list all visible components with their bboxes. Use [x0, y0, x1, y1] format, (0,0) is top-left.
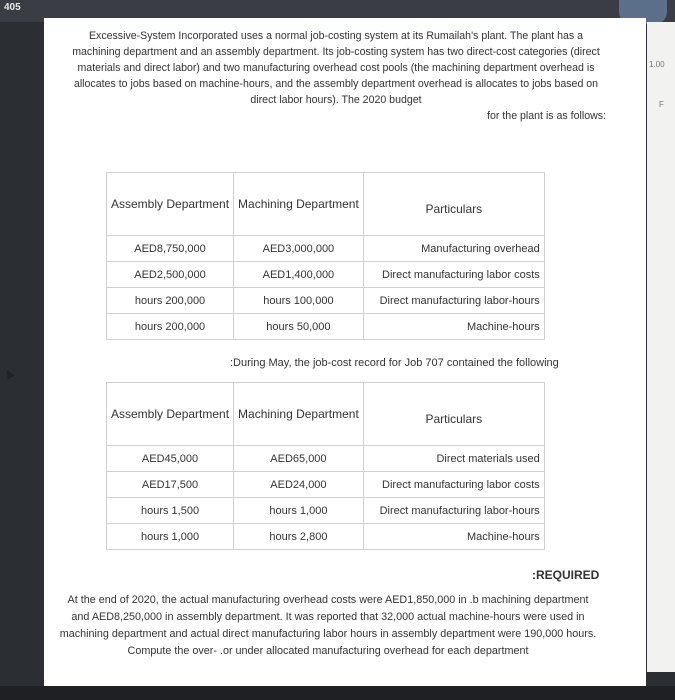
cell-particulars: Direct manufacturing labor-hours — [363, 288, 544, 314]
bottom-bar — [0, 686, 675, 700]
cell-assembly: AED2,500,000 — [107, 262, 234, 288]
header-particulars: Particulars — [363, 383, 544, 446]
cell-particulars: Direct manufacturing labor-hours — [363, 498, 544, 524]
table-header-row — [107, 173, 545, 236]
cell-particulars: Direct manufacturing labor costs — [363, 472, 544, 498]
cell-machining: AED1,400,000 — [234, 262, 364, 288]
intro-tail: for the plant is as follows: — [487, 110, 606, 122]
cell-machining: hours 100,000 — [234, 288, 364, 314]
cell-assembly: AED8,750,000 — [107, 236, 234, 262]
cell-particulars: Direct manufacturing labor costs — [363, 262, 544, 288]
cell-particulars: Machine-hours — [363, 314, 544, 340]
cell-machining: hours 2,800 — [234, 524, 364, 550]
cell-particulars: Machine-hours — [363, 524, 544, 550]
cell-assembly: hours 1,000 — [107, 524, 234, 550]
required-heading: :REQUIRED — [532, 568, 600, 582]
cell-particulars: Direct materials used — [363, 446, 544, 472]
header-machining: Machining Department — [234, 383, 364, 446]
right-strip — [647, 22, 675, 672]
table-row — [107, 524, 545, 550]
cell-assembly: hours 200,000 — [107, 314, 234, 340]
table-row — [107, 314, 545, 340]
question-paragraph: At the end of 2020, the actual manufacturing overhead costs were AED1,850,000 in .b machining department and AED8,250,000 in assembly department. It was reported that 32,000 actual machine-hours were used in machining department and actual direct manufacturing labor hours in assembly department were 190,000 hours. Compute the over- .or under allocated manufacturing overhead for each department — [59, 594, 597, 657]
cell-machining: AED3,000,000 — [234, 236, 364, 262]
cell-assembly: AED17,500 — [107, 472, 234, 498]
header-particulars: Particulars — [363, 173, 544, 236]
header-assembly: Assembly Department — [107, 383, 234, 446]
table-row — [107, 288, 545, 314]
cell-machining: hours 50,000 — [234, 314, 364, 340]
table-row — [107, 236, 545, 262]
cell-machining: AED65,000 — [234, 446, 364, 472]
corner-label: 405 — [4, 2, 21, 13]
table-header-row — [107, 383, 545, 446]
side-text-bottom: F — [659, 100, 664, 109]
cell-particulars: Manufacturing overhead — [363, 236, 544, 262]
header-assembly: Assembly Department — [107, 173, 234, 236]
mouse-pointer-icon — [3, 368, 14, 380]
budget-table — [106, 172, 545, 340]
cell-machining: AED24,000 — [234, 472, 364, 498]
cell-assembly: hours 200,000 — [107, 288, 234, 314]
header-machining: Machining Department — [234, 173, 364, 236]
intro-paragraph — [66, 28, 606, 124]
cell-assembly: AED45,000 — [107, 446, 234, 472]
table-row — [107, 446, 545, 472]
table-row — [107, 472, 545, 498]
table-row — [107, 498, 545, 524]
side-text-top: 1.00 — [649, 60, 665, 69]
intro-body: Excessive-System Incorporated uses a normal job-costing system at its Rumailah's plant. The plant has a machining department and an assembly department. Its job-costing system has two direct-cost categories (direct materials and direct labor) and two manufacturing overhead cost pools (the machining department overhead is allocates to jobs based on machine-hours, and the assembly department overhead is allocates to jobs based on direct labor hours). The 2020 budget — [72, 30, 600, 106]
document-page — [44, 18, 646, 688]
cell-assembly: hours 1,500 — [107, 498, 234, 524]
job-table — [106, 382, 545, 550]
table-row — [107, 262, 545, 288]
cell-machining: hours 1,000 — [234, 498, 364, 524]
job-record-intro: :During May, the job-cost record for Job 707 contained the following — [230, 357, 559, 369]
